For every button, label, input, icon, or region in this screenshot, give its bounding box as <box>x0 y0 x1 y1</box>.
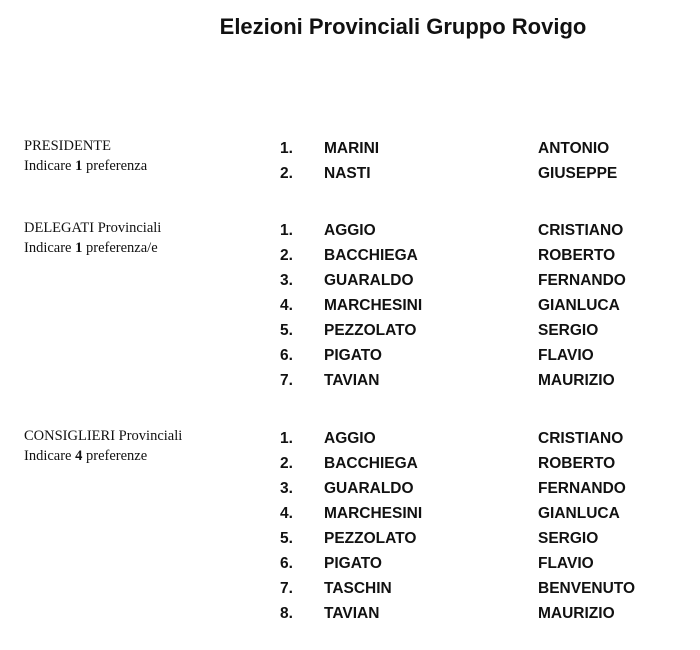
candidate-number: 1. <box>280 222 293 239</box>
candidate-number: 1. <box>280 430 293 447</box>
candidate-row <box>0 451 700 476</box>
section-hint-prefix: Indicare <box>24 448 76 464</box>
section-hint-suffix: preferenza <box>82 158 148 174</box>
candidate-firstname: GIANLUCA <box>538 297 620 314</box>
candidate-number: 5. <box>280 322 293 339</box>
candidate-row <box>0 576 700 601</box>
section-hint-count: 4 <box>75 448 83 464</box>
candidate-number: 5. <box>280 530 293 547</box>
candidate-row <box>0 293 700 318</box>
candidate-firstname: MAURIZIO <box>538 372 615 389</box>
candidate-row <box>0 476 700 501</box>
candidate-row <box>0 161 700 186</box>
candidate-surname: PEZZOLATO <box>324 530 417 547</box>
candidate-row <box>0 501 700 526</box>
candidate-surname: GUARALDO <box>324 272 414 289</box>
candidate-number: 3. <box>280 480 293 497</box>
candidate-row <box>0 268 700 293</box>
section-hint-count: 1 <box>75 158 83 174</box>
candidate-row <box>0 136 700 161</box>
candidate-firstname: BENVENUTO <box>538 580 636 597</box>
candidate-number: 6. <box>280 555 293 572</box>
candidate-firstname: SERGIO <box>538 530 599 547</box>
section-name: PRESIDENTE <box>24 138 111 154</box>
candidate-firstname: FLAVIO <box>538 555 594 572</box>
candidate-row <box>0 601 700 626</box>
page-title: Elezioni Provinciali Gruppo Rovigo <box>219 14 587 39</box>
candidate-surname: BACCHIEGA <box>324 247 418 264</box>
candidate-number: 3. <box>280 272 293 289</box>
section-hint-prefix: Indicare <box>24 240 76 256</box>
candidate-row <box>0 243 700 268</box>
candidate-surname: MARINI <box>324 140 380 157</box>
candidate-firstname: GIUSEPPE <box>538 165 618 182</box>
candidate-number: 2. <box>280 165 293 182</box>
candidate-number: 7. <box>280 580 293 597</box>
candidate-surname: NASTI <box>324 165 371 182</box>
candidate-row <box>0 218 700 243</box>
candidate-number: 7. <box>280 372 293 389</box>
candidate-surname: PEZZOLATO <box>324 322 417 339</box>
candidate-number: 1. <box>280 140 293 157</box>
candidate-row <box>0 343 700 368</box>
candidate-firstname: ROBERTO <box>538 247 616 264</box>
section-hint-suffix: preferenze <box>82 448 148 464</box>
section-name-suffix: Provinciali <box>94 220 162 236</box>
candidate-number: 6. <box>280 347 293 364</box>
section-name-suffix: Provinciali <box>115 428 183 444</box>
candidate-firstname: FERNANDO <box>538 272 626 289</box>
section-name: DELEGATI <box>24 220 95 236</box>
candidate-number: 2. <box>280 247 293 264</box>
candidate-number: 8. <box>280 605 293 622</box>
section-name: CONSIGLIERI <box>24 428 116 444</box>
candidate-surname: MARCHESINI <box>324 297 423 314</box>
candidate-row <box>0 526 700 551</box>
candidate-surname: PIGATO <box>324 555 382 572</box>
candidate-number: 4. <box>280 297 293 314</box>
candidate-row <box>0 551 700 576</box>
candidate-surname: AGGIO <box>324 430 376 447</box>
section-hint-prefix: Indicare <box>24 158 76 174</box>
candidate-firstname: FERNANDO <box>538 480 626 497</box>
candidate-firstname: GIANLUCA <box>538 505 620 522</box>
candidate-firstname: SERGIO <box>538 322 599 339</box>
candidate-surname: PIGATO <box>324 347 382 364</box>
candidate-surname: MARCHESINI <box>324 505 423 522</box>
candidate-surname: BACCHIEGA <box>324 455 418 472</box>
candidate-surname: GUARALDO <box>324 480 414 497</box>
candidate-number: 4. <box>280 505 293 522</box>
candidate-number: 2. <box>280 455 293 472</box>
candidate-row <box>0 426 700 451</box>
section-hint-count: 1 <box>75 240 83 256</box>
section-hint-suffix: preferenza/e <box>82 240 158 256</box>
candidate-surname: TAVIAN <box>324 372 380 389</box>
candidate-surname: AGGIO <box>324 222 376 239</box>
candidate-row <box>0 368 700 393</box>
candidate-firstname: MAURIZIO <box>538 605 615 622</box>
candidate-row <box>0 318 700 343</box>
candidate-surname: TASCHIN <box>324 580 392 597</box>
candidate-surname: TAVIAN <box>324 605 380 622</box>
candidate-firstname: ROBERTO <box>538 455 616 472</box>
candidate-firstname: ANTONIO <box>538 140 610 157</box>
candidate-firstname: CRISTIANO <box>538 430 624 447</box>
candidate-firstname: FLAVIO <box>538 347 594 364</box>
candidate-firstname: CRISTIANO <box>538 222 624 239</box>
